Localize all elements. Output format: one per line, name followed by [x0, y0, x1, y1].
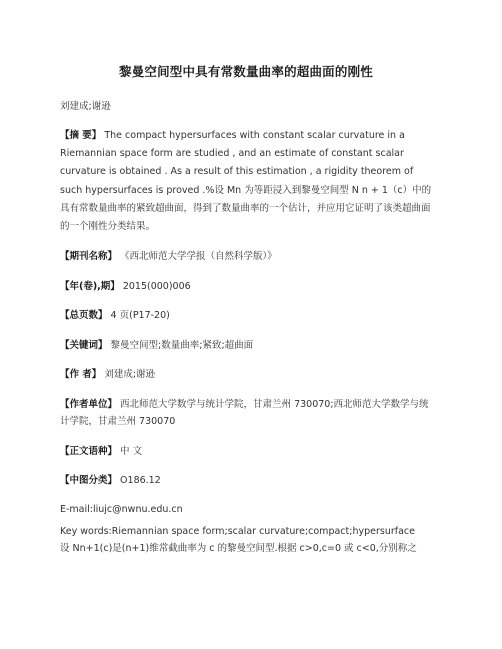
- field-label: 【中图分类】: [60, 475, 118, 487]
- field-value: 黎曼空间型;数量曲率;紧致;超曲面: [110, 339, 254, 351]
- field-page-count: [60, 307, 432, 325]
- field-affiliation: [60, 396, 432, 431]
- field-classification: [60, 472, 432, 490]
- field-label: 【正文语种】: [60, 445, 118, 457]
- email-line: E-mail:liujc@nwnu.edu.cn: [60, 503, 183, 515]
- field-language: [60, 443, 432, 461]
- english-keywords: Key words:Riemannian space form;scalar curvature;compact;hypersurface: [60, 525, 415, 537]
- field-value: 2015(000)006: [122, 280, 191, 292]
- field-value: 刘建成;谢逊: [104, 369, 156, 381]
- field-label: 【作者单位】: [60, 398, 118, 410]
- body-paragraph: 设 Nn+1(c)是(n+1)维常截曲率为 c 的黎曼空间型.根据 c>0,c=0 或 c<0,分别称之: [60, 543, 417, 555]
- paper-title: 黎曼空间型中具有常数量曲率的超曲面的刚性: [118, 64, 373, 79]
- field-value: 4 页(P17-20): [110, 310, 170, 322]
- field-keywords: [60, 337, 432, 355]
- field-value: O186.12: [120, 475, 161, 487]
- abstract-text: The compact hypersurfaces with constant scalar curvature in a Riemannian space form are studied , and an estimate of constant scalar curvature is obtained . As a result of this estimation , a rigidity theorem of such hypersurfaces is proved .%设 Mn 为等距浸入到黎曼空间型 N n + 1（c）中的具有常数量曲率的紧致超曲面，得到了数量曲率的一个估计，并应用它证明了该类超曲面的一个刚性分类结果。: [60, 130, 432, 233]
- field-journal-name: [60, 248, 432, 266]
- field-label: 【总页数】: [60, 310, 108, 322]
- field-label: 【期刊名称】: [60, 251, 118, 263]
- field-label: 【年(卷),期】: [60, 280, 120, 292]
- field-value: 中 文: [120, 445, 143, 457]
- field-label: 【关键词】: [60, 339, 108, 351]
- field-label: 【作 者】: [60, 369, 102, 381]
- abstract-label: 【摘 要】: [60, 130, 102, 141]
- field-value: 西北师范大学数学与统计学院，甘肃兰州 730070;西北师范大学数学与统计学院，甘肃兰州 730070: [60, 398, 429, 428]
- field-authors: [60, 366, 432, 384]
- authors-line: 刘建成;谢逊: [60, 101, 111, 112]
- field-value: 《西北师范大学学报（自然科学版）》: [120, 251, 277, 263]
- field-year-volume-issue: [60, 278, 432, 296]
- abstract-block: [60, 127, 432, 236]
